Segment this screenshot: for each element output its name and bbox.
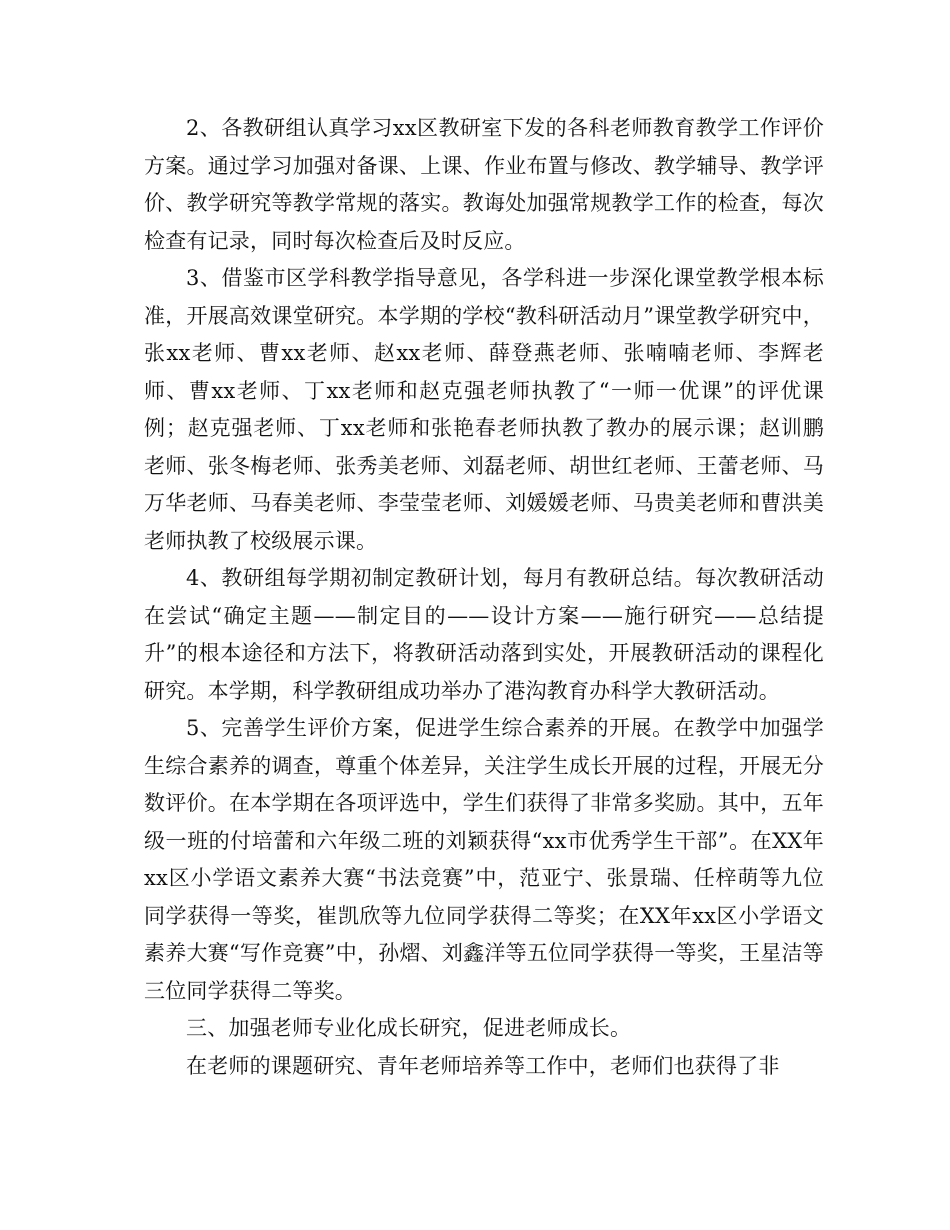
paragraph-teacher-growth: 在老师的课题研究、青年老师培养等工作中，老师们也获得了非 bbox=[186, 1053, 780, 1078]
document-body bbox=[144, 110, 824, 1085]
paragraph-item-3: 3、借鉴市区学科教学指导意见，各学科进一步深化课堂教学根本标准，开展高效课堂研究。本学期的学校“教科研活动月”课堂教学研究中，张xx老师、曹xx老师、赵xx老师、薛登燕老师、张喃喃老师、李辉老师、曹xx老师、丁xx老师和赵克强老师执教了“一师一优课”的评优课例；赵克强老师、丁xx老师和张艳春老师执教了教办的展示课；赵训鹏老师、张冬梅老师、张秀美老师、刘磊老师、胡世红老师、王蕾老师、马万华老师、马春美老师、李莹莹老师、刘媛媛老师、马贵美老师和曹洪美老师执教了校级展示课。 bbox=[144, 266, 824, 553]
section-heading-three: 三、加强老师专业化成长研究，促进老师成长。 bbox=[186, 1016, 632, 1040]
paragraph-item-4: 4、教研组每学期初制定教研计划，每月有教研总结。每次教研活动在尝试“确定主题——制定目的——设计方案——施行研究——总结提升”的根本途径和方法下，将教研活动落到实处，开展教研活动的课程化研究。本学期，科学教研组成功举办了港沟教育办科学大教研活动。 bbox=[144, 566, 824, 703]
paragraph-item-5: 5、完善学生评价方案，促进学生综合素养的开展。在教学中加强学生综合素养的调查，尊重个体差异，关注学生成长开展的过程，开展无分数评价。在本学期在各项评选中，学生们获得了非常多奖励。其中，五年级一班的付培蕾和六年级二班的刘颖获得“xx市优秀学生干部”。在XX年xx区小学语文素养大赛“书法竞赛”中，范亚宁、张景瑞、任梓萌等九位同学获得一等奖，崔凯欣等九位同学获得二等奖；在XX年xx区小学语文素养大赛“写作竞赛”中，孙熠、刘鑫洋等五位同学获得一等奖，王星洁等三位同学获得二等奖。 bbox=[144, 716, 824, 1003]
paragraph-item-2: 2、各教研组认真学习xx区教研室下发的各科老师教育教学工作评价方案。通过学习加强对备课、上课、作业布置与修改、教学辅导、教学评价、教学研究等教学常规的落实。教诲处加强常规教学工作的检查，每次检查有记录，同时每次检查后及时反应。 bbox=[144, 116, 824, 253]
